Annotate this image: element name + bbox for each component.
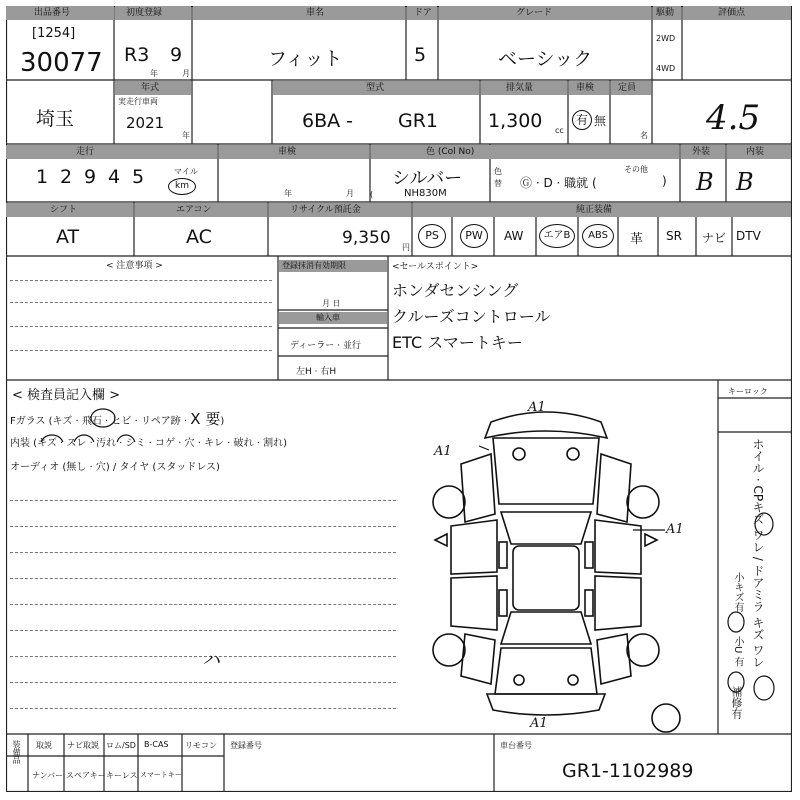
model-year-suffix: 年 <box>182 131 190 140</box>
notice-label: < 注意事項 > <box>106 261 163 271</box>
side-repair: 補修有 <box>730 686 743 719</box>
sales-point-line: ETC スマートキー <box>392 333 523 352</box>
footer-item: B-CAS <box>144 740 169 749</box>
inspector-line <box>10 604 396 605</box>
displacement-label: 排気量 <box>506 83 534 93</box>
inspector-hand-circles <box>6 402 306 442</box>
recycle-label: リサイクル預託金 <box>290 205 361 215</box>
lot-number: 30077 <box>20 48 103 78</box>
inspector-line-audio: オーディオ (無し · 穴) / タイヤ (スタッドレス) <box>10 462 220 473</box>
model-code: GR1 <box>398 110 439 132</box>
equip-ps-circle: PS <box>418 224 446 248</box>
damage-label-front: A1 <box>528 400 546 415</box>
model-year: 2021 <box>126 114 165 132</box>
expiry-month-day: 月 日 <box>322 299 341 308</box>
color-header-bar <box>371 145 679 159</box>
equip-label: 純正装備 <box>576 205 613 215</box>
grade-label: グレード <box>516 8 553 18</box>
inspector-line <box>10 630 396 631</box>
glass-x-mark: X 要 <box>190 410 221 428</box>
inspector-title: < 検査員記入欄 > <box>12 388 121 403</box>
score-value: 4.5 <box>706 98 761 138</box>
mileage-label: 走行 <box>76 147 95 157</box>
shift: AT <box>56 226 80 248</box>
recycle-amount: 9,350 <box>342 228 391 248</box>
model-year-label: 年式 <box>141 83 160 93</box>
reg-number-label: 登録番号 <box>230 741 262 750</box>
mileage-digit: 9 <box>84 166 97 188</box>
displacement: 1,300 <box>488 110 543 132</box>
inspector-line <box>10 682 396 683</box>
damage-label-left-fender: A1 <box>434 444 452 459</box>
notice-line <box>10 326 272 327</box>
key-lock-label: キーロック <box>728 387 768 396</box>
inspector-line-interior: 内装 (キズ · スレ · 汚れ · シミ · コゲ · 穴 · キレ · 破れ · 割れ) <box>10 438 287 449</box>
mileage-digit: 2 <box>60 166 73 188</box>
color-change-label: 色替 <box>494 167 502 188</box>
interior-label: 内装 <box>746 147 765 157</box>
exterior-label: 外装 <box>692 147 711 157</box>
side-small-scratch: 小キズ有 <box>732 572 743 612</box>
other-paren-close: ) <box>662 174 667 188</box>
capacity-unit: 名 <box>640 131 648 140</box>
other-label: その他 <box>624 165 648 174</box>
mileage-digit: 1 <box>36 166 49 188</box>
drive-label: 駆動 <box>656 8 675 18</box>
side-small-u: 小U 有 <box>732 636 743 667</box>
recycle-yen: 円 <box>402 243 410 252</box>
equip-pw-circle: PW <box>460 224 488 248</box>
color-label: 色 (Col No) <box>426 147 475 157</box>
model-prefix: 6BA - <box>302 110 354 132</box>
equip-dtv: DTV <box>736 229 761 243</box>
spare-tire-icon <box>648 700 688 740</box>
equip-sunroof: SR <box>666 229 682 243</box>
lot-label: 出品番号 <box>34 8 71 18</box>
first-reg-year-suffix: 年 <box>150 69 158 78</box>
exterior-grade: B <box>696 168 714 196</box>
steering-side: 左H · 右H <box>296 367 337 377</box>
inspection-has-circle: 有 <box>572 110 592 130</box>
car-body-diagram <box>421 394 671 724</box>
doors: 5 <box>414 44 427 66</box>
model-label: 型式 <box>366 83 385 93</box>
footer-item: スペアキー <box>66 771 106 780</box>
side-vertical-note: ホイル · CPキズ ワレ / ドアミラ キズ ワレ <box>751 438 765 669</box>
car-name-label: 車名 <box>306 8 325 18</box>
glass-close-paren: ) <box>220 416 225 427</box>
inspector-line <box>10 526 396 527</box>
mile-unit: マイル <box>174 167 198 176</box>
chassis-number: GR1-1102989 <box>562 760 694 782</box>
notice-line <box>10 302 272 303</box>
side-hand-circles <box>720 426 790 726</box>
dealer-parallel: ディーラー · 並行 <box>290 341 361 351</box>
cc-unit: cc <box>555 126 564 135</box>
footer-item: ナビ取説 <box>67 741 99 750</box>
footer-item: ロム/SD <box>106 741 136 750</box>
mileage-digit: 4 <box>108 166 121 188</box>
footer-item: リモコン <box>185 741 217 750</box>
damage-label-rear: A1 <box>530 716 548 731</box>
footer-item: 取説 <box>36 741 52 750</box>
equip-navi: ナビ <box>702 231 727 245</box>
inspection-none: 無 <box>594 114 607 128</box>
drive-2wd: 2WD <box>656 34 676 43</box>
doors-label: ドア <box>414 8 432 18</box>
grade: ベーシック <box>498 48 593 70</box>
inspector-line <box>10 708 396 709</box>
color-code: NH830M <box>404 188 447 199</box>
first-reg-month-suffix: 月 <box>182 69 190 78</box>
model-year-sub: 実走行車両 <box>118 97 158 106</box>
first-reg-era: R3 <box>124 44 150 66</box>
equip-abs-circle: ABS <box>582 224 614 248</box>
score-label: 評価点 <box>718 8 746 18</box>
ac: AC <box>186 226 212 248</box>
footer-item: スマートキー <box>140 771 182 779</box>
shaken-label: 車検 <box>278 147 297 157</box>
footer-item: キーレス <box>106 771 138 780</box>
notice-label-text: 注意事項 <box>116 261 153 271</box>
color-change-options: Ⓖ · D · 職就 ( <box>520 176 597 190</box>
auction-inspection-sheet <box>6 6 792 792</box>
equip-aw: AW <box>504 229 524 243</box>
chassis-label: 車台番号 <box>500 741 532 750</box>
import-label: 輸入車 <box>316 313 340 322</box>
glass-line-text: Fガラス (キズ · 飛石 · ヒビ · リペア跡 · <box>10 416 191 427</box>
color-code-paren: ( <box>370 190 374 199</box>
first-reg-label: 初度登録 <box>126 8 163 18</box>
color-name: シルバー <box>392 168 463 189</box>
first-reg-month: 9 <box>170 44 183 66</box>
footer-item: ナンバー <box>32 771 64 780</box>
damage-label-right-door: A1 <box>666 522 684 537</box>
mileage-header-bar <box>6 145 217 159</box>
sales-point-line: クルーズコントロール <box>392 307 551 326</box>
mileage-digits <box>36 166 156 188</box>
footer-items-label: 装備品 <box>12 740 21 764</box>
notice-line <box>10 350 272 351</box>
shaken-month: 月 <box>346 189 354 198</box>
car-name: フィット <box>268 48 343 70</box>
sales-label-text: セールスポイント <box>399 262 471 272</box>
sales-point-line: ホンダセンシング <box>392 281 519 300</box>
inspector-line <box>10 552 396 553</box>
capacity-label: 定員 <box>618 83 637 93</box>
drive-4wd: 4WD <box>656 64 676 73</box>
km-unit-circle: km <box>168 178 196 195</box>
inspection-label: 車検 <box>576 83 595 93</box>
mileage-digit: 5 <box>132 166 145 188</box>
region: 埼玉 <box>36 108 75 130</box>
equip-airbag-circle: エアB <box>539 224 575 248</box>
ac-label: エアコン <box>176 205 212 215</box>
expiry-label: 登録抹消有効期限 <box>282 261 346 270</box>
sales-label: <セールスポイント> <box>392 262 479 272</box>
shift-label: シフト <box>50 205 78 215</box>
equip-leather: 革 <box>630 232 644 247</box>
inspector-line <box>10 578 396 579</box>
shaken-year: 年 <box>284 189 292 198</box>
interior-grade: B <box>736 168 754 196</box>
lot-bracket: [1254] <box>32 26 76 41</box>
notice-line <box>10 280 272 281</box>
car-name-header-bar <box>193 6 405 20</box>
inspector-memo-mark: ハ <box>202 650 220 671</box>
inspector-line <box>10 500 396 501</box>
